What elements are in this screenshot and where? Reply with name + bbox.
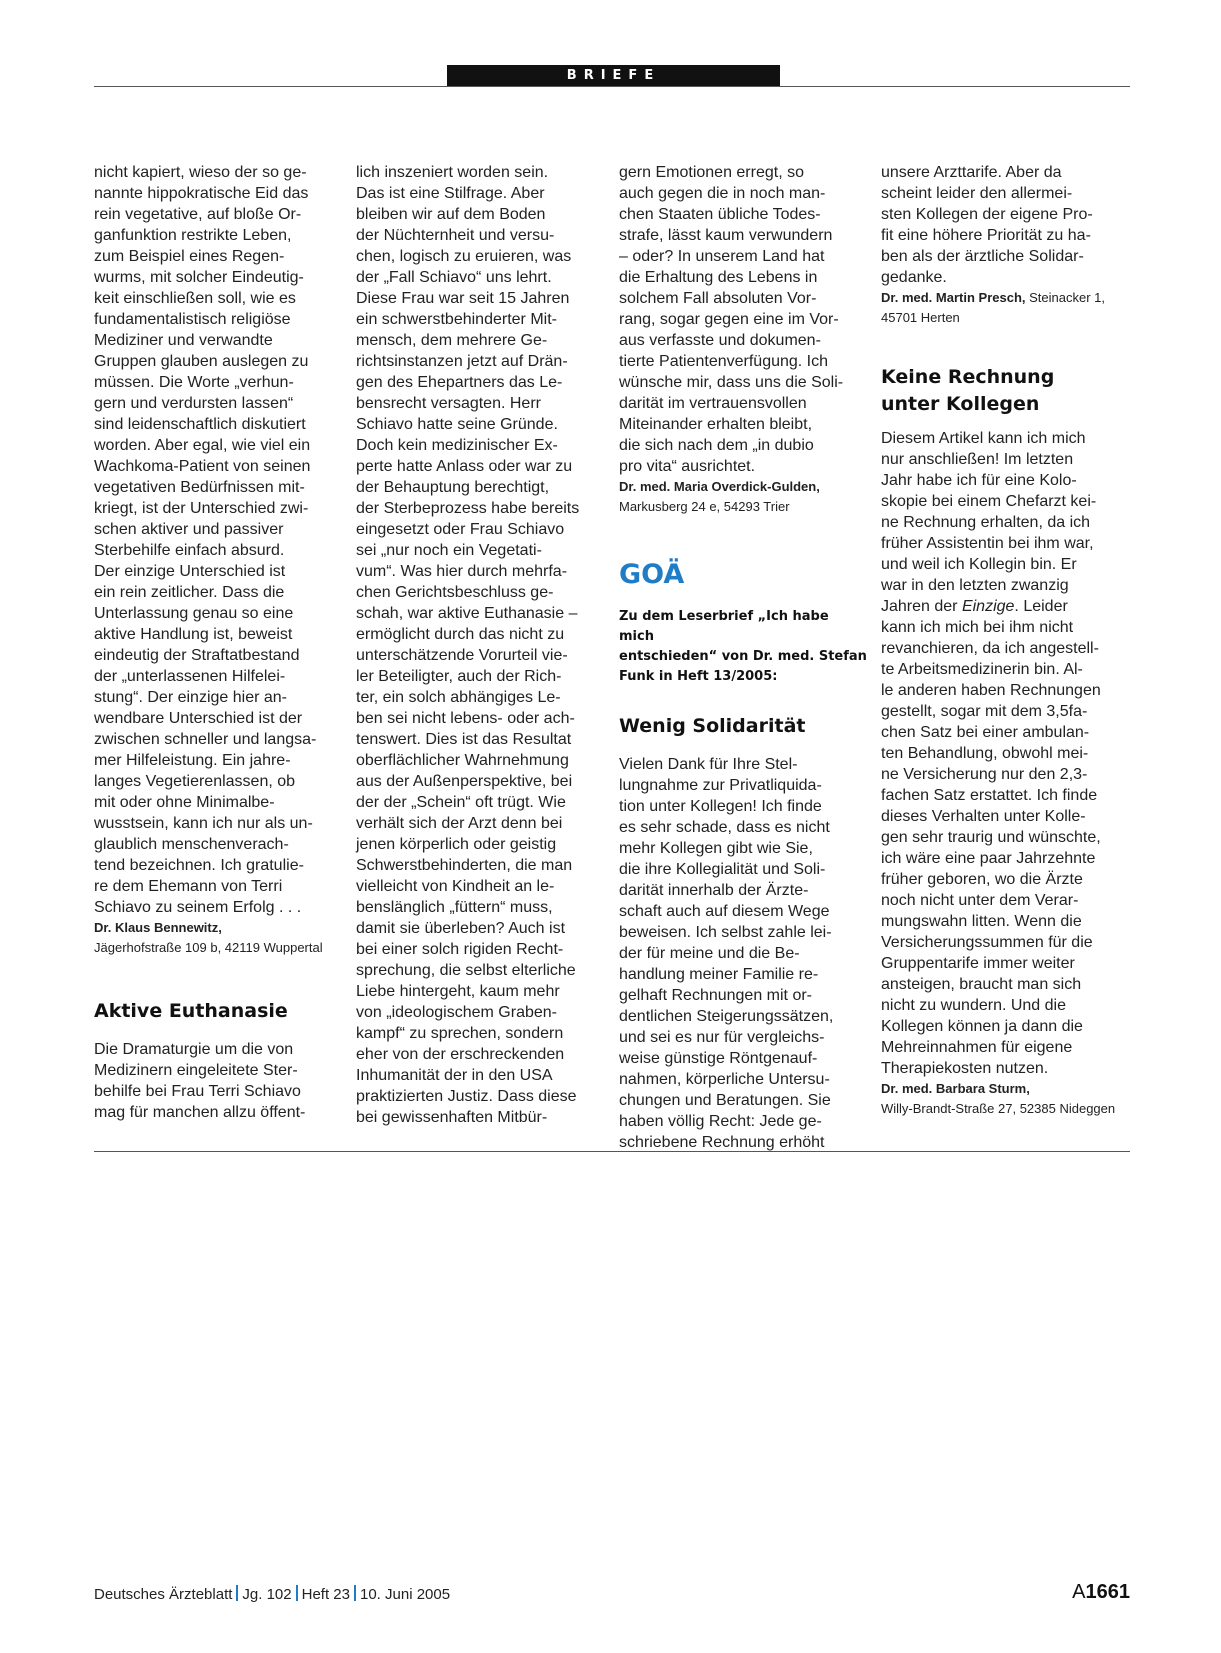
footer-separator (354, 1585, 356, 1601)
signature-address: Markusberg 24 e, 54293 Trier (619, 499, 790, 514)
journal-volume: Jg. 102 (242, 1586, 292, 1603)
signature-address: Willy-Brandt-Straße 27, 52385 Nideggen (881, 1101, 1116, 1116)
bottom-rule (94, 1151, 1130, 1152)
letter-text: gern Emotionen erregt, so auch gegen die in noch man- chen Staaten übliche Todes- strafe, lässt kaum verwundern – oder? In unserem Land hat die Erhaltung des Lebens in solchem Fall absoluten Vor- rang, sogar gegen eine im Vor- aus verfasste und dokumen- tierte Patientenverfügung. Ich wünsche mir, dass uns die Soli- darität im vertrauensvollen Miteinander erhalten bleibt, die sich nach dem „in dubio pro vita“ ausrichtet. (619, 164, 844, 475)
signature-name: Dr. med. Martin Presch, (881, 290, 1026, 305)
journal-issue: Heft 23 (301, 1586, 350, 1603)
page-number-value: 1661 (1085, 1581, 1130, 1603)
letter-text: Die Dramaturgie um die von Medizinern eingeleitete Ster- behilfe bei Frau Terri Schiavo mag für manchen allzu öffent- (94, 1041, 306, 1121)
reference-note: Zu dem Leserbrief „Ich habe mich entschieden“ von Dr. med. Stefan Funk in Heft 13/2005: (619, 609, 867, 684)
letter-heading: Aktive Euthanasie (94, 1000, 288, 1022)
letter-signature (619, 477, 867, 517)
signature-name: Dr. Klaus Bennewitz, (94, 920, 222, 935)
signature-name: Dr. med. Barbara Sturm, (881, 1081, 1030, 1096)
letter-text-part: Diesem Artikel kann ich mich nur anschließen! Im letzten Jahr habe ich für eine Kolo- skopie bei einem Chefarzt kei- ne Rechnung erhalten, da ich früher Assistentin bei ihm war, und weil ich Kollegin bin. Er war in den letzten zwanzig Jahren der (881, 430, 1097, 615)
letter-text (881, 428, 1129, 1079)
signature-address: Steinacker 1, 45701 Herten (881, 290, 1105, 325)
letter-text: Vielen Dank für Ihre Stel- lungnahme zur Privatliquida- tion unter Kollegen! Ich finde es sehr schade, dass es nicht mehr Kollegen gibt wie Sie, die ihre Kollegialität und Soli- darität innerhalb der Ärzte- schaft auch auf diesem Wege beweisen. Ich selbst zahle lei- der für meine und die Be- handlung meiner Familie re- gelhaft Rechnungen mit or- dentlichen Steigerungssätzen, und sei es nur für vergleichs- weise günstige Röntgenauf- nahmen, körperliche Untersu- chungen und Beratungen. Sie haben völlig Recht: Jede ge- schriebene Rechnung erhöht (619, 756, 834, 1151)
emphasis-text: Einzige (961, 598, 1015, 615)
letter-signature (881, 1079, 1129, 1119)
section-header: BRIEFE (447, 65, 780, 86)
footer-separator (296, 1585, 298, 1601)
journal-date: 10. Juni 2005 (360, 1586, 451, 1603)
page-footer (94, 1585, 450, 1603)
column-2 (356, 162, 604, 1128)
column-4 (881, 162, 1129, 1119)
signature-name: Dr. med. Maria Overdick-Gulden, (619, 479, 820, 494)
letter-signature (94, 918, 342, 958)
section-title: GOÄ (619, 559, 685, 590)
letter-heading: Keine Rechnung unter Kollegen (881, 366, 1055, 415)
column-1 (94, 162, 342, 1123)
page-number (1072, 1581, 1130, 1604)
letter-text: lich inszeniert worden sein. Das ist eine Stilfrage. Aber bleiben wir auf dem Boden der Nüchternheit und versu- chen, logisch zu eruieren, was der „Fall Schiavo“ uns lehrt. Diese Frau war seit 15 Jahren ein schwerstbehinderter Mit- mensch, dem mehrere Ge- richtsinstanzen jetzt auf Drän- gen des Ehepartners das Le- bensrecht versagten. Herr Schiavo hatte seine Gründe. Doch kein medizinischer Ex- perte hatte Anlass oder war zu der Behauptung berechtigt, der Sterbeprozess habe bereits eingesetzt oder Frau Schiavo sei „nur noch ein Vegetati- vum“. Was hier durch mehrfa- chen Gerichtsbeschluss ge- schah, war aktive Euthanasie – ermöglicht durch das nicht zu unterschätzende Vorurteil vie- ler Beteiligter, auch der Rich- ter, ein solch abhängiges Le- ben sei nicht lebens- oder ach- tenswert. Dies ist das Resultat oberflächlicher Wahrnehmung aus der Außenperspektive, bei der der „Schein“ oft trügt. Wie verhält sich der Arzt denn bei jenen körperlich oder geistig Schwerstbehinderten, die man vielleicht von Kindheit an le- benslänglich „füttern“ muss, damit sie überleben? Auch ist bei einer solch rigiden Recht- sprechung, die selbst elterliche Liebe hintergeht, kaum mehr von „ideologischem Graben- kampf“ zu sprechen, sondern eher von der erschreckenden Inhumanität der in den USA praktizierten Justiz. Dass diese bei gewissenhaften Mitbür- (356, 164, 580, 1126)
journal-name: Deutsches Ärzteblatt (94, 1586, 233, 1603)
letter-text-part: . Leider kann ich mich bei ihm nicht revanchieren, da ich angestell- te Arbeitsmedizinerin bin. Al- le anderen haben Rechnungen gestellt, sogar mit dem 3,5fa- chen Satz bei einer ambulan- ten Behandlung, obwohl mei- ne Versicherung nur den 2,3- fachen Satz erstattet. Ich finde dieses Verhalten unter Kolle- gen sehr traurig und wünschte, ich wäre eine paar Jahrzehnte früher geboren, wo die Ärzte noch nicht unter dem Verar- mungswahn litten. Wenn die Versicherungssummen für die Gruppentarife immer weiter ansteigen, braucht man sich nicht zu wundern. Und die Kollegen können ja dann die Mehreinnahmen für eigene Therapiekosten nutzen. (881, 598, 1101, 1077)
letter-heading: Wenig Solidarität (619, 715, 806, 737)
page-prefix: A (1072, 1581, 1086, 1603)
top-rule (94, 86, 1130, 87)
letter-signature (881, 288, 1129, 328)
column-3 (619, 162, 867, 1153)
footer-separator (236, 1585, 238, 1601)
letter-text: unsere Arzttarife. Aber da scheint leider den allermei- sten Kollegen der eigene Pro- fit eine höhere Priorität zu ha- ben als der ärztliche Solidar- gedanke. (881, 164, 1093, 286)
signature-address: Jägerhofstraße 109 b, 42119 Wuppertal (94, 940, 323, 955)
letter-text: nicht kapiert, wieso der so ge- nannte hippokratische Eid das rein vegetative, auf bloße Or- ganfunktion restrikte Leben, zum Beispiel eines Regen- wurms, mit solcher Eindeutig- keit einschließen soll, wie es fundamentalistisch religiöse Mediziner und verwandte Gruppen glauben auslegen zu müssen. Die Worte „verhun- gern und verdursten lassen“ sind leidenschaftlich diskutiert worden. Aber egal, wie viel ein Wachkoma-Patient von seinen vegetativen Bedürfnissen mit- kriegt, ist der Unterschied zwi- schen aktiver und passiver Sterbehilfe einfach absurd. Der einzige Unterschied ist ein rein zeitlicher. Dass die Unterlassung genau so eine aktive Handlung ist, beweist eindeutig der Straftatbestand der „unterlassenen Hilfelei- stung“. Der einzige hier an- wendbare Unterschied ist der zwischen schneller und langsa- mer Hilfeleistung. Ein jahre- langes Vegetierenlassen, ob mit oder ohne Minimalbe- wusstsein, kann ich nur als un- glaublich menschenverach- tend bezeichnen. Ich gratulie- re dem Ehemann von Terri Schiavo zu seinem Erfolg . . . (94, 164, 317, 916)
